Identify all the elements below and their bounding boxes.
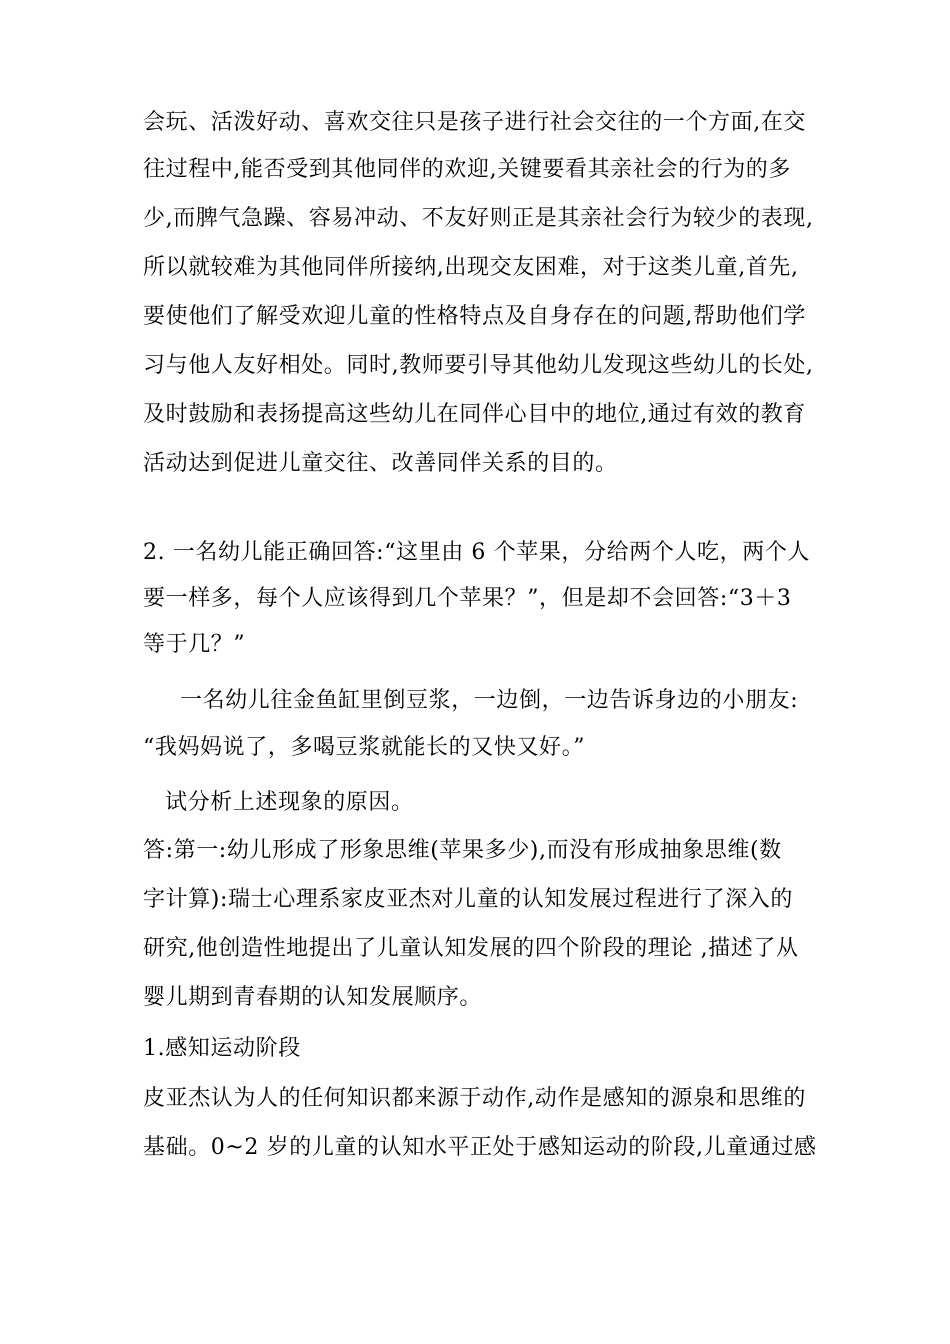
question-line: 2. 一名幼儿能正确回答:“这里由 6 个苹果，分给两个人吃，两个人 bbox=[143, 540, 811, 565]
text-line: 活动达到促进儿童交往、改善同伴关系的目的。 bbox=[143, 451, 618, 476]
text-line: 会玩、活泼好动、喜欢交往只是孩子进行社会交往的一个方面,在交 bbox=[143, 110, 806, 135]
text-line: 习与他人友好相处。同时,教师要引导其他幼儿发现这些幼儿的长处, bbox=[143, 353, 814, 378]
answer-line: 研究,他创造性地提出了儿童认知发展的四个阶段的理论 ,描述了从 bbox=[143, 936, 799, 961]
text-line: 往过程中,能否受到其他同伴的欢迎,关键要看其亲社会的行为的多 bbox=[143, 157, 791, 182]
text-line: 皮亚杰认为人的任何知识都来源于动作,动作是感知的源泉和思维的 bbox=[143, 1086, 806, 1111]
scenario-line: “我妈妈说了，多喝豆浆就能长的又快又好。” bbox=[143, 735, 586, 760]
question-line: 要一样多，每个人应该得到几个苹果？”，但是却不会回答:“3＋3 bbox=[143, 586, 792, 611]
text-line: 要使他们了解受欢迎儿童的性格特点及自身存在的问题,帮助他们学 bbox=[143, 304, 806, 329]
text-line: 基础。0~2 岁的儿童的认知水平正处于感知运动的阶段,儿童通过感 bbox=[143, 1135, 817, 1160]
text-line: 及时鼓励和表扬提高这些幼儿在同伴心目中的地位,通过有效的教育 bbox=[143, 402, 806, 427]
text-line: 少,而脾气急躁、容易冲动、不友好则正是其亲社会行为较少的表现, bbox=[143, 206, 814, 231]
answer-line: 婴儿期到青春期的认知发展顺序。 bbox=[143, 985, 483, 1010]
question-prompt: 试分析上述现象的原因。 bbox=[165, 790, 414, 815]
scenario-line: 一名幼儿往金鱼缸里倒豆浆，一边倒，一边告诉身边的小朋友: bbox=[180, 688, 799, 713]
section-heading: 1.感知运动阶段 bbox=[143, 1036, 301, 1061]
text-line: 所以就较难为其他同伴所接纳,出现交友困难，对于这类儿童,首先, bbox=[143, 255, 799, 280]
question-line: 等于几？” bbox=[143, 632, 246, 657]
answer-line: 字计算):瑞士心理系家皮亚杰对儿童的认知发展过程进行了深入的 bbox=[143, 887, 793, 912]
answer-line: 答:第一:幼儿形成了形象思维(苹果多少),而没有形成抽象思维(数 bbox=[143, 838, 782, 863]
